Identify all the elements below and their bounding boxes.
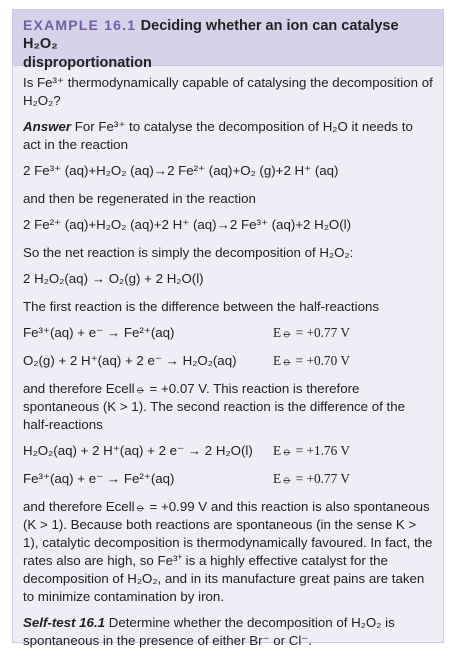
potential: E⦵ = +1.76 V — [273, 443, 350, 458]
example-title-line2: disproportionation — [23, 55, 152, 71]
potential: E⦵ = +0.77 V — [273, 471, 350, 486]
half-reaction: Fe³⁺(aq) + e⁻ → Fe²⁺(aq) — [23, 325, 175, 340]
regen-text: and then be regenerated in the reaction — [23, 191, 256, 206]
answer-intro: For Fe³⁺ to catalyse the decomposition of H₂O it needs to act in the reaction — [23, 119, 413, 152]
example-content — [13, 66, 443, 658]
equation-1: 2 Fe³⁺ (aq)+H₂O₂ (aq)→2 Fe²⁺ (aq)+O₂ (g)+2 H⁺ (aq) — [23, 163, 339, 178]
potential: E⦵ = +0.77 V — [273, 325, 350, 340]
half-reaction-row — [23, 442, 433, 460]
example-box — [12, 9, 444, 648]
equation-3: 2 H₂O₂(aq) → O₂(g) + 2 H₂O(l) — [23, 271, 204, 286]
answer-label: Answer — [23, 119, 72, 134]
half-reaction: H₂O₂(aq) + 2 H⁺(aq) + 2 e⁻ → 2 H₂O(l) — [23, 443, 253, 458]
self-test-text: Determine whether the decomposition of H₂O₂ is spontaneous in the presence of either Br⁻ or Cl⁻. — [23, 615, 395, 648]
potential: E⦵ = +0.70 V — [273, 353, 350, 368]
example-label: EXAMPLE 16.1 — [23, 17, 137, 33]
question-text: Is Fe³⁺ thermodynamically capable of catalysing the decomposition of H₂O₂? — [23, 75, 433, 108]
equation-2: 2 Fe²⁺ (aq)+H₂O₂ (aq)+2 H⁺ (aq)→2 Fe³⁺ (aq)+2 H₂O(l) — [23, 217, 352, 232]
half-reaction-row — [23, 324, 433, 342]
first-text: The first reaction is the difference between the half-reactions — [23, 299, 380, 314]
half-reaction-row — [23, 352, 433, 370]
example-header — [13, 10, 443, 71]
example-title: Deciding whether an ion can catalyse H₂O₂ — [23, 18, 399, 52]
half-reaction: Fe³⁺(aq) + e⁻ → Fe²⁺(aq) — [23, 471, 175, 486]
final-text: and therefore Ecell⦵ = +0.99 V and this reaction is also spontaneous (K > 1). Because both reactions are spontaneous (in the sense K > 1), catalytic decomposition is thermodynamically favoured. In fact, the rates also are high, so Fe³⁺ is a highly effective catalyst for the decomposition of H₂O₂, and in its manufacture great pains are taken to minimize contamination by iron. — [23, 499, 433, 604]
self-test-paragraph — [23, 614, 433, 650]
self-test-label: Self-test 16.1 — [23, 615, 106, 630]
answer-paragraph — [23, 118, 433, 154]
half-reaction-row — [23, 470, 433, 488]
half-reaction: O₂(g) + 2 H⁺(aq) + 2 e⁻ → H₂O₂(aq) — [23, 353, 237, 368]
mid-text: and therefore Ecell⦵ = +0.07 V. This reaction is therefore spontaneous (K > 1). The second reaction is the difference of the half-reactions — [23, 381, 406, 432]
net-text: So the net reaction is simply the decomposition of H₂O₂: — [23, 245, 354, 260]
